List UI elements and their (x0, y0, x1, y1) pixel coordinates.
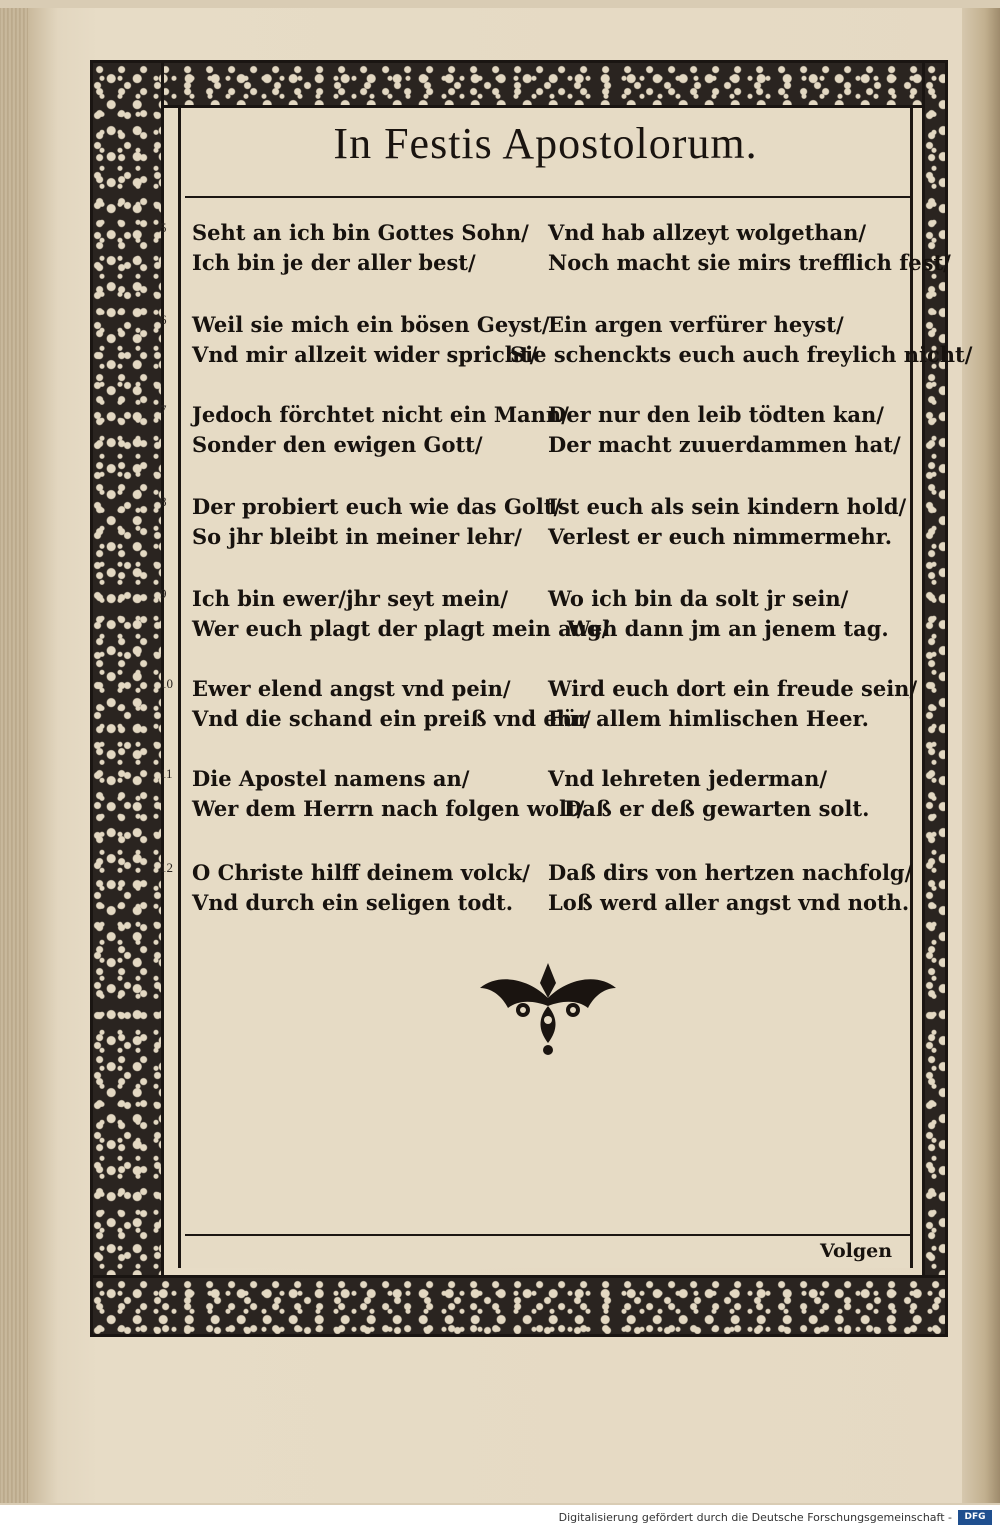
verse-line-second-half: Vnd hab allzeyt wolgethan/ (548, 220, 867, 245)
verse-line-first-half: Seht an ich bin Gottes Sohn/ (192, 220, 529, 245)
verse-line-second-half: Der macht zuuerdammen hat/ (548, 432, 901, 457)
verse-line (192, 494, 912, 526)
verse-line (192, 766, 912, 798)
page-title: In Festis Apostolorum. (333, 119, 758, 168)
stanza-number: 8 (160, 494, 167, 509)
verse-line (192, 890, 912, 922)
verse-line (192, 342, 973, 374)
fleuron-ornament-icon (468, 958, 628, 1058)
verse-line-first-half: Sonder den ewigen Gott/ (192, 432, 483, 457)
verse-line (192, 220, 912, 252)
verse-line-second-half: Ein argen verfürer heyst/ (548, 312, 844, 337)
verse-line (192, 860, 912, 892)
stanza-number: 5 (160, 220, 167, 235)
verse-line (192, 676, 918, 708)
verse-line-first-half: Die Apostel namens an/ (192, 766, 470, 791)
verse-line-second-half: Daß er deß gewarten solt. (564, 796, 870, 821)
page-edge-right (962, 8, 1000, 1503)
verse-line-first-half: Vnd die schand ein preiß vnd ehr/ (192, 706, 591, 731)
verse-line-second-half: Ist euch als sein kindern hold/ (548, 494, 907, 519)
stanza-number: 7 (160, 402, 167, 417)
verse-line (192, 616, 912, 648)
verse-line-first-half: Weil sie mich ein bösen Geyst/ (192, 312, 550, 337)
verse-line-second-half: Sie schenckts euch auch freylich nicht/ (510, 342, 973, 367)
verse-line-second-half: Daß dirs von hertzen nachfolg/ (548, 860, 913, 885)
verse-line-first-half: Wer euch plagt der plagt mein aug/ (192, 616, 610, 641)
verse-line (192, 402, 912, 434)
title-rule (185, 196, 910, 198)
verse-line-second-half: Verlest er euch nimmermehr. (548, 524, 893, 549)
stanza-number: 10 (160, 676, 173, 691)
verse-line-first-half: O Christe hilff deinem volck/ (192, 860, 530, 885)
ornamental-border-bottom (90, 1275, 948, 1337)
stanza-number: 6 (160, 312, 167, 327)
stanza-number: 9 (160, 586, 167, 601)
verse-line-first-half: Der probiert euch wie das Golt/ (192, 494, 562, 519)
ornamental-border-top (90, 60, 948, 108)
ornamental-border-left (90, 60, 164, 1325)
verse-line-second-half: Wird euch dort ein freude sein/ (548, 676, 918, 701)
verse-line (192, 586, 912, 618)
verse-line-first-half: Vnd mir allzeit wider spricht/ (192, 342, 538, 367)
verse-line-second-half: Noch macht sie mirs trefflich fest/ (548, 250, 951, 275)
catchword: Volgen (820, 1240, 893, 1262)
verse-line-second-half: Der nur den leib tödten kan/ (548, 402, 884, 427)
verse-line-first-half: Ewer elend angst vnd pein/ (192, 676, 511, 701)
dfg-logo: DFG (958, 1510, 992, 1525)
verse-line-second-half: Loß werd aller angst vnd noth. (548, 890, 910, 915)
verse-line-second-half: Vnd lehreten jederman/ (548, 766, 828, 791)
verse-line (192, 432, 912, 464)
verse-line-first-half: Ich bin je der aller best/ (192, 250, 476, 275)
verse-line (192, 312, 912, 344)
verse-line-first-half: So jhr bleibt in meiner lehr/ (192, 524, 522, 549)
verse-line (192, 796, 912, 828)
page-edge-left (0, 8, 30, 1503)
stanza-number: 11 (160, 766, 173, 781)
footer-credit: Digitalisierung gefördert durch die Deutsche Forschungsgemeinschaft - (558, 1511, 952, 1524)
verse-line-second-half: Weh dann jm an jenem tag. (567, 616, 889, 641)
bottom-rule (185, 1234, 910, 1236)
verse-line (192, 524, 912, 556)
footer-bar (0, 1505, 1000, 1530)
verse-line (192, 706, 912, 738)
verse-line-second-half: Für allem himlischen Heer. (548, 706, 869, 731)
stanza-number: 12 (160, 860, 173, 875)
verse-line-first-half: Wer dem Herrn nach folgen wolt/ (192, 796, 585, 821)
verse-line (192, 250, 951, 282)
verse-line-first-half: Ich bin ewer/jhr seyt mein/ (192, 586, 509, 611)
verse-line-first-half: Vnd durch ein seligen todt. (192, 890, 514, 915)
verse-line-second-half: Wo ich bin da solt jr sein/ (548, 586, 849, 611)
verse-line-first-half: Jedoch förchtet nicht ein Mann/ (192, 402, 569, 427)
